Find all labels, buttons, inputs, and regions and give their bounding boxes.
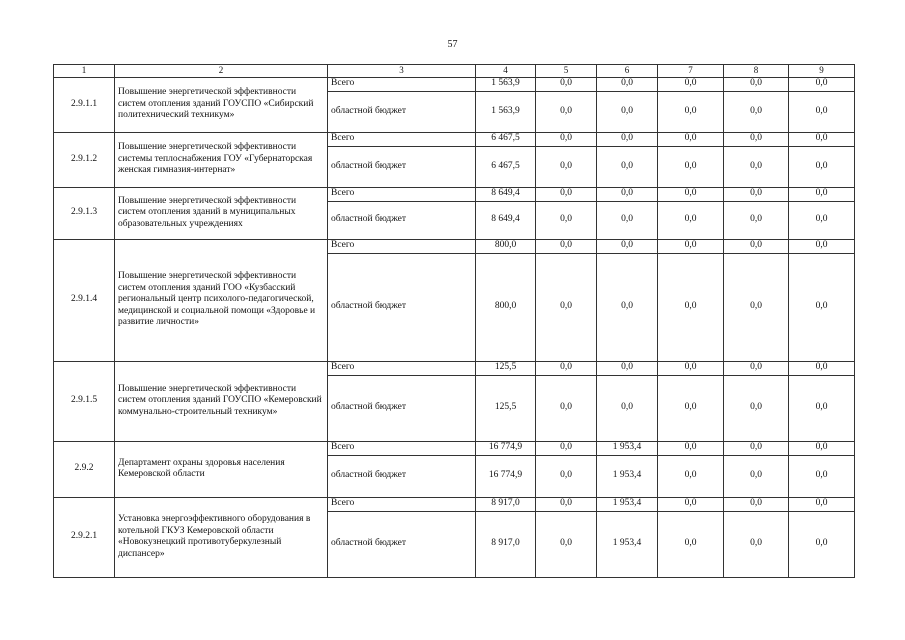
amount-cell: 0,0 <box>724 187 789 201</box>
item-name: Повышение энергетической эффективности систем отопления зданий ГОУСПО «Сибирский политехнический техникум» <box>115 77 328 132</box>
amount-cell: 125,5 <box>476 361 536 375</box>
column-number: 7 <box>658 65 724 78</box>
amount-cell: 0,0 <box>724 253 789 361</box>
amount-cell: 6 467,5 <box>476 146 536 187</box>
amount-cell: 0,0 <box>658 77 724 91</box>
amount-cell: 0,0 <box>724 361 789 375</box>
amount-cell: 0,0 <box>597 361 658 375</box>
amount-cell: 0,0 <box>658 132 724 146</box>
amount-cell: 0,0 <box>597 77 658 91</box>
amount-cell: 0,0 <box>789 77 855 91</box>
amount-cell: 0,0 <box>724 91 789 132</box>
amount-cell: 0,0 <box>789 201 855 239</box>
amount-cell: 0,0 <box>724 132 789 146</box>
amount-cell: 0,0 <box>658 361 724 375</box>
amount-cell: 0,0 <box>597 146 658 187</box>
table-row <box>54 132 855 146</box>
amount-cell: 0,0 <box>536 146 597 187</box>
item-name: Повышение энергетической эффективности систем отопления зданий ГОУСПО «Кемеровский коммунально-строительный техникум» <box>115 361 328 441</box>
amount-cell: 0,0 <box>597 187 658 201</box>
amount-cell: 0,0 <box>597 91 658 132</box>
amount-cell: 0,0 <box>789 132 855 146</box>
funding-source: Всего <box>328 187 476 201</box>
amount-cell: 0,0 <box>789 497 855 511</box>
funding-source: Всего <box>328 441 476 455</box>
amount-cell: 0,0 <box>789 511 855 577</box>
item-code: 2.9.1.3 <box>54 187 115 239</box>
column-number: 6 <box>597 65 658 78</box>
funding-source: областной бюджет <box>328 253 476 361</box>
amount-cell: 0,0 <box>789 146 855 187</box>
amount-cell: 0,0 <box>724 497 789 511</box>
column-number: 9 <box>789 65 855 78</box>
column-number: 8 <box>724 65 789 78</box>
item-name: Повышение энергетической эффективности систем отопления зданий ГОО «Кузбасский региональный центр психолого-педагогической, медицинской и социальной помощи «Здоровье и развитие личности» <box>115 239 328 361</box>
column-number: 1 <box>54 65 115 78</box>
table-row <box>54 239 855 253</box>
item-code: 2.9.1.5 <box>54 361 115 441</box>
column-number: 4 <box>476 65 536 78</box>
amount-cell: 0,0 <box>536 91 597 132</box>
table-body <box>54 77 855 577</box>
funding-source: областной бюджет <box>328 375 476 441</box>
amount-cell: 125,5 <box>476 375 536 441</box>
amount-cell: 0,0 <box>536 253 597 361</box>
amount-cell: 800,0 <box>476 253 536 361</box>
amount-cell: 0,0 <box>658 201 724 239</box>
amount-cell: 0,0 <box>536 361 597 375</box>
amount-cell: 0,0 <box>536 375 597 441</box>
amount-cell: 0,0 <box>658 239 724 253</box>
column-number: 5 <box>536 65 597 78</box>
amount-cell: 0,0 <box>658 91 724 132</box>
funding-source: Всего <box>328 132 476 146</box>
amount-cell: 16 774,9 <box>476 455 536 497</box>
amount-cell: 0,0 <box>536 239 597 253</box>
table-row <box>54 441 855 455</box>
amount-cell: 0,0 <box>658 253 724 361</box>
funding-source: областной бюджет <box>328 455 476 497</box>
amount-cell: 1 953,4 <box>597 497 658 511</box>
amount-cell: 6 467,5 <box>476 132 536 146</box>
amount-cell: 0,0 <box>658 455 724 497</box>
amount-cell: 0,0 <box>597 253 658 361</box>
amount-cell: 0,0 <box>658 146 724 187</box>
page-number: 57 <box>447 39 458 50</box>
amount-cell: 0,0 <box>789 375 855 441</box>
table-row <box>54 361 855 375</box>
table-row <box>54 77 855 91</box>
amount-cell: 1 953,4 <box>597 455 658 497</box>
funding-source: областной бюджет <box>328 91 476 132</box>
funding-source: Всего <box>328 239 476 253</box>
funding-source: Всего <box>328 497 476 511</box>
amount-cell: 1 953,4 <box>597 441 658 455</box>
amount-cell: 1 563,9 <box>476 91 536 132</box>
amount-cell: 0,0 <box>536 201 597 239</box>
item-name: Повышение энергетической эффективности систем отопления зданий в муниципальных образовательных учреждениях <box>115 187 328 239</box>
amount-cell: 0,0 <box>724 77 789 91</box>
amount-cell: 0,0 <box>789 239 855 253</box>
amount-cell: 8 649,4 <box>476 201 536 239</box>
amount-cell: 8 917,0 <box>476 511 536 577</box>
item-name: Повышение энергетической эффективности системы теплоснабжения ГОУ «Губернаторская женская гимназия-интернат» <box>115 132 328 187</box>
table-row <box>54 497 855 511</box>
amount-cell: 16 774,9 <box>476 441 536 455</box>
amount-cell: 0,0 <box>658 187 724 201</box>
amount-cell: 0,0 <box>536 132 597 146</box>
amount-cell: 0,0 <box>789 361 855 375</box>
amount-cell: 0,0 <box>789 187 855 201</box>
amount-cell: 800,0 <box>476 239 536 253</box>
funding-source: областной бюджет <box>328 201 476 239</box>
amount-cell: 0,0 <box>658 511 724 577</box>
funding-source: Всего <box>328 77 476 91</box>
item-name: Департамент охраны здоровья населения Кемеровской области <box>115 441 328 497</box>
amount-cell: 0,0 <box>724 455 789 497</box>
amount-cell: 0,0 <box>597 239 658 253</box>
amount-cell: 0,0 <box>597 201 658 239</box>
item-code: 2.9.2 <box>54 441 115 497</box>
funding-source: областной бюджет <box>328 511 476 577</box>
amount-cell: 1 953,4 <box>597 511 658 577</box>
amount-cell: 8 649,4 <box>476 187 536 201</box>
amount-cell: 0,0 <box>536 441 597 455</box>
amount-cell: 0,0 <box>789 455 855 497</box>
item-code: 2.9.1.2 <box>54 132 115 187</box>
amount-cell: 0,0 <box>536 455 597 497</box>
amount-cell: 0,0 <box>789 441 855 455</box>
amount-cell: 0,0 <box>724 146 789 187</box>
item-code: 2.9.1.1 <box>54 77 115 132</box>
column-number: 2 <box>115 65 328 78</box>
amount-cell: 0,0 <box>536 511 597 577</box>
table-row <box>54 187 855 201</box>
amount-cell: 0,0 <box>724 239 789 253</box>
amount-cell: 0,0 <box>724 201 789 239</box>
amount-cell: 0,0 <box>724 375 789 441</box>
item-code: 2.9.2.1 <box>54 497 115 577</box>
amount-cell: 0,0 <box>536 77 597 91</box>
amount-cell: 0,0 <box>536 497 597 511</box>
amount-cell: 0,0 <box>724 511 789 577</box>
budget-table <box>53 64 855 578</box>
amount-cell: 0,0 <box>789 253 855 361</box>
amount-cell: 0,0 <box>724 441 789 455</box>
amount-cell: 0,0 <box>658 441 724 455</box>
item-code: 2.9.1.4 <box>54 239 115 361</box>
amount-cell: 0,0 <box>658 497 724 511</box>
amount-cell: 0,0 <box>597 375 658 441</box>
column-number-row <box>54 65 855 78</box>
amount-cell: 1 563,9 <box>476 77 536 91</box>
funding-source: областной бюджет <box>328 146 476 187</box>
column-number: 3 <box>328 65 476 78</box>
funding-source: Всего <box>328 361 476 375</box>
item-name: Установка энергоэффективного оборудования в котельной ГКУЗ Кемеровской области «Новокузнецкий противотуберкулезный диспансер» <box>115 497 328 577</box>
amount-cell: 8 917,0 <box>476 497 536 511</box>
amount-cell: 0,0 <box>789 91 855 132</box>
amount-cell: 0,0 <box>658 375 724 441</box>
amount-cell: 0,0 <box>597 132 658 146</box>
amount-cell: 0,0 <box>536 187 597 201</box>
